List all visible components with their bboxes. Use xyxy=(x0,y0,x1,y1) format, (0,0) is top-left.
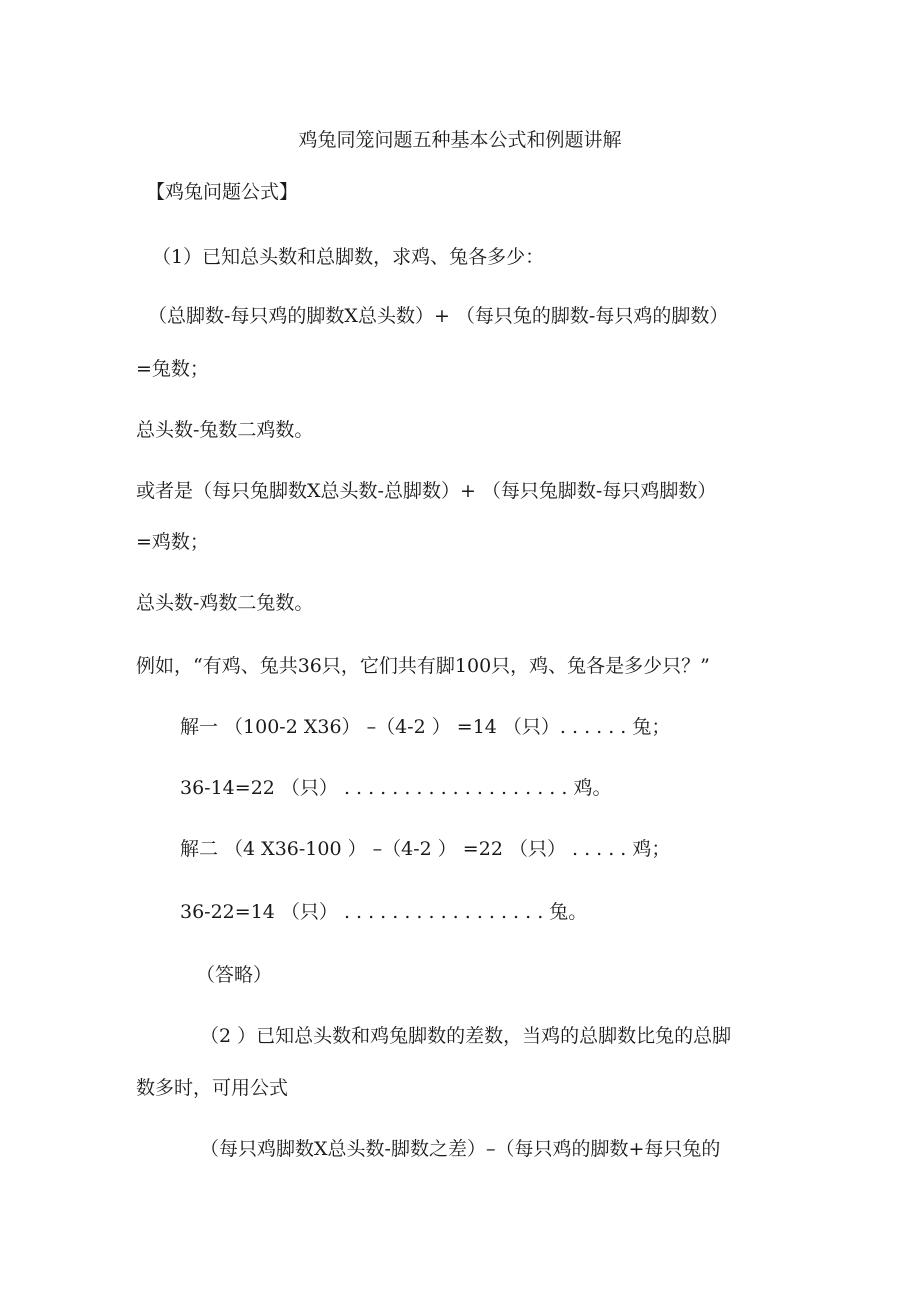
section-heading: 【鸡兔问题公式】 xyxy=(146,181,299,203)
case2-heading-line2: 数多时，可用公式 xyxy=(136,1077,289,1099)
solution1-line2: 36-14=22 （只） . . . . . . . . . . . . . . . . . . . 鸡。 xyxy=(180,777,612,799)
example-question: 例如，“有鸡、兔共36只，它们共有脚100只，鸡、兔各是多少只？” xyxy=(136,655,710,677)
case2-formula-line1: （每只鸡脚数X总头数-脚数之差）–（每只鸡的脚数+每只兔的 xyxy=(200,1138,721,1160)
formula2-line3: 总头数-鸡数二兔数。 xyxy=(136,592,314,614)
answer-note: （答略） xyxy=(196,964,273,986)
case1-heading: （1）已知总头数和总脚数，求鸡、兔各多少： xyxy=(152,246,545,268)
solution1-line1: 解一 （100-2 X36） –（4-2 ） =14 （只）. . . . . . 兔； xyxy=(180,716,671,738)
formula1-line3: 总头数-兔数二鸡数。 xyxy=(136,419,314,441)
formula1-line1: （总脚数-每只鸡的脚数X总头数）+ （每只兔的脚数-每只鸡的脚数） xyxy=(148,305,729,327)
solution2-line2: 36-22=14 （只） . . . . . . . . . . . . . . . . . 兔。 xyxy=(180,901,588,923)
document-title: 鸡兔同笼问题五种基本公式和例题讲解 xyxy=(298,129,622,151)
formula2-line1: 或者是（每只兔脚数X总头数-总脚数）+ （每只兔脚数-每只鸡脚数） xyxy=(136,480,717,502)
solution2-line1: 解二 （4 X36-100 ） –（4-2 ） =22 （只） . . . . . 鸡； xyxy=(180,838,671,860)
formula2-line2: =鸡数； xyxy=(136,531,209,553)
case2-heading-line1: （2 ）已知总头数和鸡兔脚数的差数，当鸡的总脚数比兔的总脚 xyxy=(200,1025,732,1047)
formula1-line2: =兔数； xyxy=(136,358,209,380)
